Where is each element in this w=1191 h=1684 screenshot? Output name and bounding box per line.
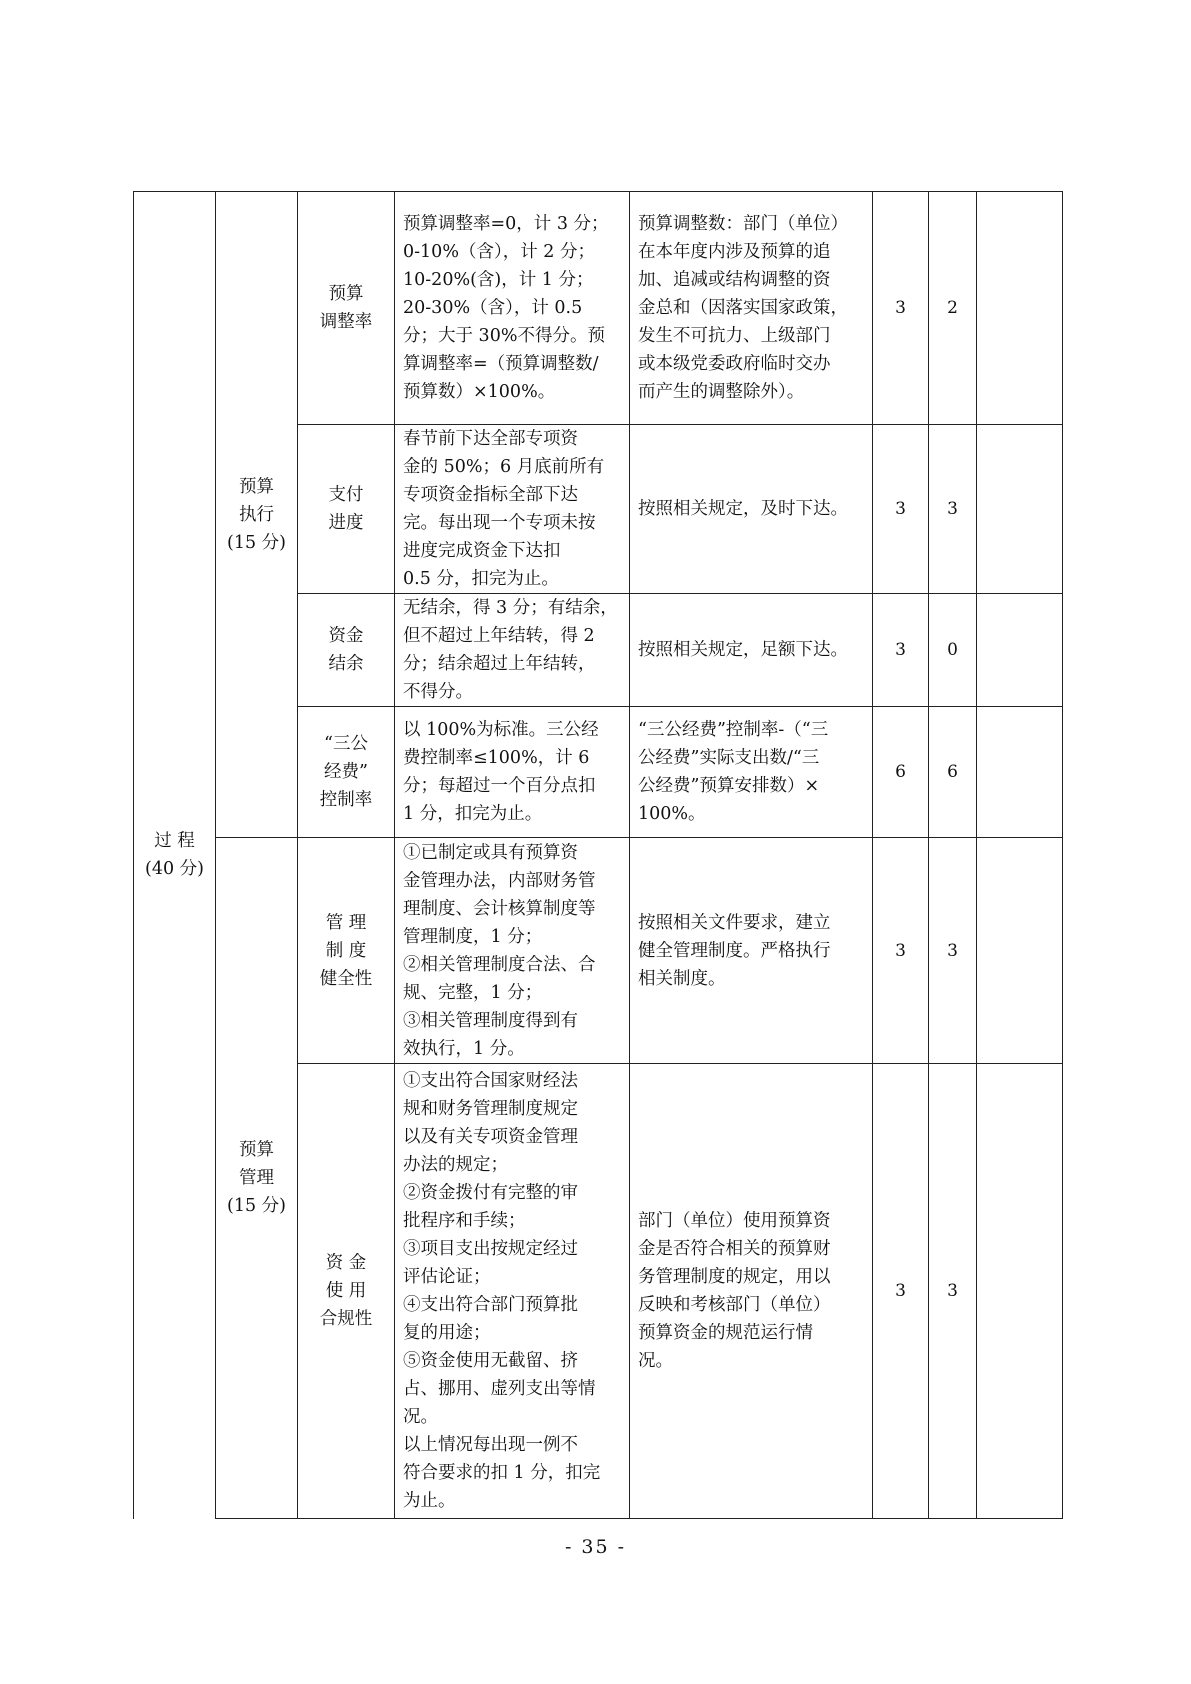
explanation-line: 发生不可抗力、上级部门 [638, 326, 831, 346]
indicator-line: 结余 [328, 654, 364, 674]
standard-line: 不得分。 [403, 682, 473, 702]
level2-name: 预算 [239, 1140, 274, 1160]
indicator-cell [298, 838, 395, 1064]
explanation-line: 而产生的调整除外）。 [638, 382, 805, 402]
page-number: - 35 - [564, 1536, 627, 1558]
standard-line: ①支出符合国家财经法 [403, 1071, 578, 1091]
explanation-line: 加、追减或结构调整的资 [638, 270, 831, 290]
level2-cell [216, 838, 298, 1519]
standard-line: 符合要求的扣 1 分，扣完 [403, 1463, 601, 1483]
standard-line: 为止。 [403, 1491, 456, 1511]
standard-line: ③相关管理制度得到有 [403, 1010, 578, 1031]
standard-line: 况。 [403, 1407, 438, 1427]
explanation-line: 况。 [638, 1351, 673, 1371]
explanation-line: 预算调整数：部门（单位） [638, 214, 848, 234]
standard-line: 复的用途； [403, 1323, 491, 1343]
explanation-line: 公经费”预算安排数）× [638, 776, 820, 796]
level2-score: (15 分) [227, 532, 286, 553]
explanation-line: 按照相关规定，足额下达。 [638, 640, 848, 660]
standard-cell [395, 838, 630, 1064]
standard-line: 无结余，得 3 分；有结余， [403, 598, 618, 618]
score-cell: 3 [929, 1064, 977, 1519]
explanation-line: 预算资金的规范运行情 [638, 1323, 813, 1343]
standard-line: ⑤资金使用无截留、挤 [403, 1351, 578, 1371]
explanation-line: 务管理制度的规定，用以 [638, 1267, 831, 1287]
score-cell: 2 [929, 192, 977, 425]
level2-name: 管理 [239, 1168, 274, 1188]
evaluation-table [133, 191, 1063, 1519]
standard-line: 效执行，1 分。 [403, 1038, 525, 1059]
explanation-line: 健全管理制度。严格执行 [638, 940, 831, 961]
standard-line: 金管理办法，内部财务管 [403, 870, 596, 891]
explanation-cell [630, 192, 873, 425]
standard-line: 春节前下达全部专项资 [403, 429, 578, 449]
explanation-cell [630, 594, 873, 707]
weight-cell: 6 [873, 707, 929, 838]
standard-line: 预算数）×100%。 [403, 382, 556, 402]
remark-cell [977, 594, 1063, 707]
standard-line: 专项资金指标全部下达 [403, 485, 578, 505]
explanation-cell [630, 707, 873, 838]
standard-line: 算调整率=（预算调整数/ [403, 354, 599, 374]
indicator-line: 资金 [328, 626, 364, 646]
explanation-line: “三公经费”控制率-（“三 [638, 720, 829, 740]
indicator-line: 制 度 [325, 940, 367, 961]
table-row [134, 192, 1063, 425]
indicator-line: 合规性 [319, 1309, 373, 1329]
level2-score: (15 分) [227, 1196, 286, 1216]
indicator-cell [298, 1064, 395, 1519]
indicator-cell [298, 707, 395, 838]
standard-line: 10-20%(含)，计 1 分； [403, 270, 594, 290]
remark-cell [977, 192, 1063, 425]
level1-name: 过 程 [154, 831, 195, 852]
standard-line: ②相关管理制度合法、合 [403, 954, 596, 975]
level2-name: 执行 [239, 504, 274, 525]
remark-cell [977, 838, 1063, 1064]
standard-line: ④支出符合部门预算批 [403, 1295, 578, 1315]
weight-cell: 3 [873, 838, 929, 1064]
standard-line: ③项目支出按规定经过 [403, 1239, 578, 1259]
standard-line: 分；大于 30%不得分。预 [403, 326, 605, 346]
level2-cell [216, 192, 298, 838]
standard-cell [395, 1064, 630, 1519]
standard-line: 1 分，扣完为止。 [403, 804, 543, 824]
indicator-line: 资 金 [325, 1253, 367, 1273]
explanation-line: 部门（单位）使用预算资 [638, 1211, 831, 1231]
standard-line: 0-10%（含），计 2 分； [403, 242, 595, 262]
indicator-cell [298, 425, 395, 594]
standard-line: 理制度、会计核算制度等 [403, 898, 596, 919]
level1-score: (40 分) [145, 859, 204, 880]
explanation-line: 公经费”实际支出数/“三 [638, 748, 820, 768]
standard-line: 以上情况每出现一例不 [403, 1435, 578, 1455]
explanation-cell [630, 1064, 873, 1519]
weight-cell: 3 [873, 1064, 929, 1519]
standard-cell [395, 707, 630, 838]
standard-line: 规、完整，1 分； [403, 982, 543, 1003]
explanation-line: 金总和（因落实国家政策， [638, 298, 848, 318]
indicator-line: “三公 [324, 734, 368, 754]
standard-line: 分；结余超过上年结转， [403, 654, 596, 674]
indicator-line: 管 理 [325, 912, 367, 933]
standard-line: 占、挪用、虚列支出等情 [403, 1379, 596, 1399]
explanation-line: 按照相关文件要求，建立 [638, 912, 831, 933]
indicator-line: 调整率 [319, 312, 373, 332]
standard-line: 以 100%为标准。三公经 [403, 720, 599, 740]
table-row [134, 838, 1063, 1064]
indicator-line: 进度 [328, 513, 364, 533]
explanation-line: 反映和考核部门（单位） [638, 1295, 831, 1315]
explanation-line: 在本年度内涉及预算的追 [638, 242, 831, 262]
indicator-line: 健全性 [319, 968, 373, 989]
standard-line: 预算调整率=0，计 3 分； [403, 214, 609, 234]
remark-cell [977, 707, 1063, 838]
score-cell: 3 [929, 425, 977, 594]
score-cell: 3 [929, 838, 977, 1064]
standard-line: 批程序和手续； [403, 1211, 526, 1231]
level2-name: 预算 [239, 476, 274, 497]
remark-cell [977, 425, 1063, 594]
indicator-cell [298, 594, 395, 707]
standard-line: ①已制定或具有预算资 [403, 842, 578, 863]
explanation-line: 金是否符合相关的预算财 [638, 1239, 831, 1259]
indicator-line: 使 用 [325, 1281, 367, 1301]
explanation-cell [630, 425, 873, 594]
standard-line: 分；每超过一个百分点扣 [403, 776, 596, 796]
standard-line: 费控制率≤100%，计 6 [403, 748, 590, 768]
standard-line: 规和财务管理制度规定 [403, 1099, 578, 1119]
standard-line: ②资金拨付有完整的审 [403, 1183, 578, 1203]
standard-cell [395, 425, 630, 594]
explanation-line: 100%。 [638, 804, 706, 824]
standard-line: 20-30%（含），计 0.5 [403, 298, 583, 318]
weight-cell: 3 [873, 192, 929, 425]
score-cell: 6 [929, 707, 977, 838]
indicator-line: 控制率 [319, 790, 373, 810]
remark-cell [977, 1064, 1063, 1519]
standard-line: 管理制度，1 分； [403, 926, 543, 947]
standard-line: 评估论证； [403, 1267, 491, 1287]
standard-line: 以及有关专项资金管理 [403, 1127, 578, 1147]
weight-cell: 3 [873, 425, 929, 594]
explanation-line: 按照相关规定，及时下达。 [638, 499, 848, 519]
level1-cell [134, 192, 216, 1519]
standard-line: 但不超过上年结转，得 2 [403, 626, 595, 646]
explanation-line: 或本级党委政府临时交办 [638, 354, 831, 374]
standard-line: 0.5 分，扣完为止。 [403, 569, 559, 589]
weight-cell: 3 [873, 594, 929, 707]
standard-line: 完。每出现一个专项未按 [403, 513, 596, 533]
standard-line: 金的 50%；6 月底前所有 [403, 457, 605, 477]
indicator-line: 经费” [324, 762, 368, 782]
indicator-line: 支付 [328, 485, 364, 505]
indicator-line: 预算 [328, 284, 364, 304]
standard-cell [395, 594, 630, 707]
indicator-cell [298, 192, 395, 425]
explanation-cell [630, 838, 873, 1064]
standard-cell [395, 192, 630, 425]
score-cell: 0 [929, 594, 977, 707]
standard-line: 进度完成资金下达扣 [403, 541, 561, 561]
explanation-line: 相关制度。 [638, 968, 726, 989]
standard-line: 办法的规定； [403, 1155, 508, 1175]
